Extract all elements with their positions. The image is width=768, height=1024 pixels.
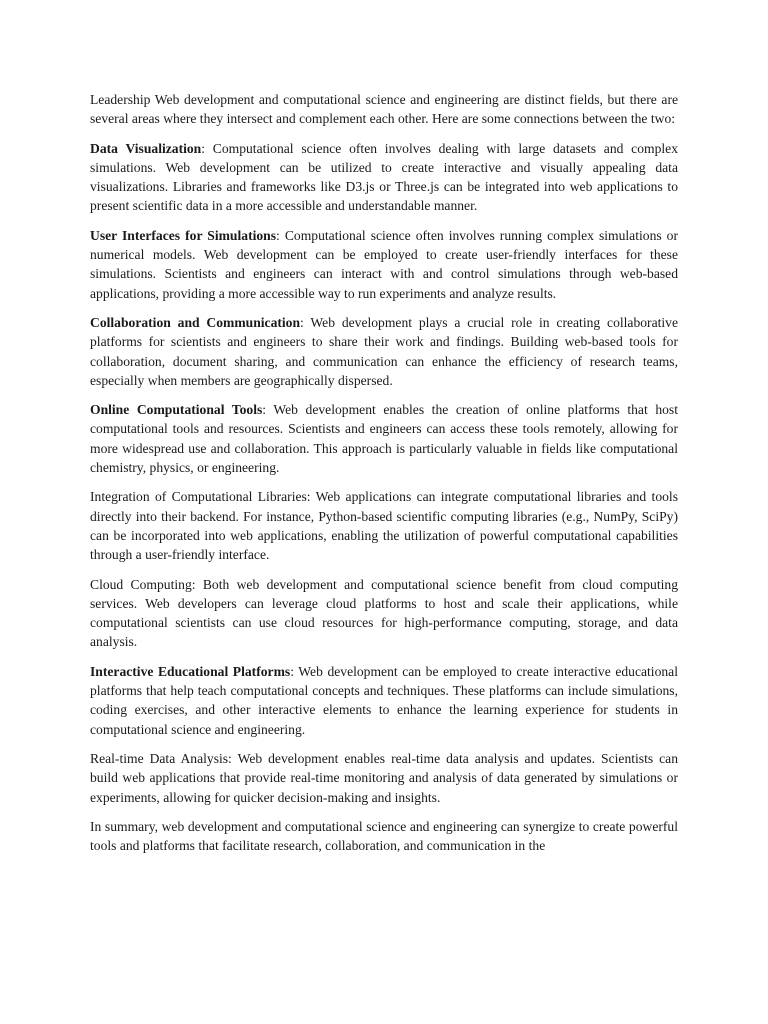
paragraph-body: Computational science often involves dealing with large datasets and complex simulations. Web development can be utilized to create interactive and visually appealing data visualizations. Libraries and frameworks like D3.js or Three.js can be integrated into web applications to present scientific data in a more accessible and understandable manner. [90, 140, 678, 214]
paragraph-heading: Interactive Educational Platforms [90, 663, 291, 679]
paragraph-educational-platforms [90, 662, 678, 739]
paragraph-collaboration [90, 313, 678, 390]
paragraph-heading: User Interfaces for Simulations [90, 227, 277, 243]
paragraph-body: Web development enables the creation of online platforms that host computational tools and resources. Scientists and engineers can access these tools remotely, allowing for more widespread use and collaboration. This approach is particularly valuable in fields like computational chemistry, physics, or engineering. [90, 402, 678, 476]
paragraph-data-visualization [90, 139, 678, 216]
paragraph-heading: Online Computational Tools [90, 402, 263, 418]
paragraph-body: Web development plays a crucial role in creating collaborative platforms for scientists and engineers to share their work and findings. Building web-based tools for collaboration, document sharing, and communication can enhance the efficiency of research teams, especially when members are geographically dispersed. [90, 314, 678, 388]
paragraph-intro [90, 90, 678, 129]
paragraph-online-tools [90, 400, 678, 477]
paragraph-summary [90, 817, 678, 856]
paragraph-body: Web development can be employed to create interactive educational platforms that help teach computational concepts and techniques. These platforms can include simulations, coding exercises, and other interactive elements to enhance the learning experience for students in computational science and engineering. [90, 663, 678, 737]
paragraph-heading: Data Visualization [90, 140, 202, 156]
heading-separator: : [290, 663, 299, 679]
paragraph-body: Computational science often involves running complex simulations or numerical models. Web development can be employed to create user-friendly interfaces for these simulations. Scientists and engineers can interact with and control simulations through web-based applications, providing a more accessible way to run experiments and analyze results. [90, 227, 679, 301]
paragraph-body: Integration of Computational Libraries: Web applications can integrate computational libraries and tools directly into their backend. For instance, Python-based scientific computing libraries (e.g., NumPy, SciPy) can be incorporated into web applications, enabling the utilization of powerful computational capabilities through a user-friendly interface. [90, 489, 678, 563]
heading-separator: : [262, 402, 274, 418]
paragraph-body: Leadership Web development and computational science and engineering are distinct fields, but there are several areas where they intersect and complement each other. Here are some connections between the two: [90, 92, 678, 127]
paragraph-user-interfaces [90, 226, 678, 303]
heading-separator: : [201, 140, 213, 156]
paragraph-cloud-computing [90, 575, 678, 652]
paragraph-body: Real-time Data Analysis: Web development enables real-time data analysis and updates. Scientists can build web applications that provide real-time monitoring and analysis of data generated by simulations or experiments, allowing for quicker decision-making and insights. [90, 750, 678, 805]
paragraph-body: Cloud Computing: Both web development and computational science benefit from cloud computing services. Web developers can leverage cloud platforms to host and scale their applications, while computational scientists can use cloud resources for high-performance computing, storage, and data analysis. [90, 576, 678, 650]
paragraph-body: In summary, web development and computational science and engineering can synergize to create powerful tools and platforms that facilitate research, collaboration, and communication in the [90, 818, 678, 854]
heading-separator: : [300, 314, 311, 330]
document-page [90, 90, 678, 865]
paragraph-integration-libraries [90, 487, 678, 564]
paragraph-realtime-analysis [90, 749, 678, 807]
heading-separator: : [276, 227, 285, 243]
paragraph-heading: Collaboration and Communication [90, 314, 301, 330]
